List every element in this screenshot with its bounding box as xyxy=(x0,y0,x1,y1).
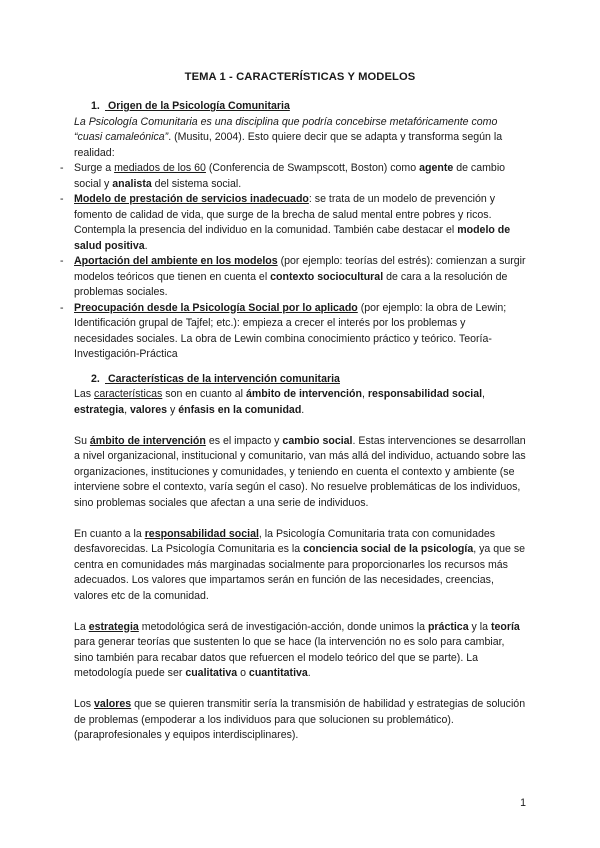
text-run: . xyxy=(144,239,148,252)
text-run: agente xyxy=(419,162,454,174)
text-run: conciencia social de la psicología xyxy=(303,543,474,555)
text-run: Modelo de prestación de servicios inadecuado xyxy=(74,193,309,205)
text-run: es el impacto y xyxy=(205,434,283,447)
text-run: . xyxy=(301,403,305,416)
section-1-number: 1. xyxy=(91,100,100,112)
text-run: valores xyxy=(94,698,132,710)
text-run: cualitativa xyxy=(185,667,238,679)
text-run: , xyxy=(482,388,485,400)
text-run: modelo de salud positiva xyxy=(74,224,511,252)
text-run: que se quieren transmitir sería la transmisión de habilidad y estrategias de solución de problemas (empoderar a los individuos para que solucionen su problemático). (paraprofesionales y equipos interdisciplinares). xyxy=(74,698,526,741)
list-item xyxy=(74,254,526,301)
document-body xyxy=(74,99,526,744)
text-run: contexto sociocultural xyxy=(270,270,384,283)
paragraph-scope xyxy=(74,434,526,512)
text-run: . xyxy=(307,667,311,679)
paragraph-responsibility xyxy=(74,527,526,605)
intro-rest: . (Musitu, 2004). Esto quiere decir que se adapta y transforma según la realidad: xyxy=(74,131,503,159)
text-run: características xyxy=(94,388,163,400)
section-2-title: Características de la intervención comunitaria xyxy=(107,372,340,385)
text-run: responsabilidad social xyxy=(144,527,259,540)
section-1-heading xyxy=(91,99,526,115)
text-run: de cara a la resolución de problemas sociales. xyxy=(74,270,508,298)
paragraph-strategy xyxy=(74,620,526,682)
section-2-heading xyxy=(91,372,526,388)
text-run: ámbito de intervención xyxy=(89,434,206,447)
text-run: énfasis en la comunidad xyxy=(178,403,302,416)
intro-quote: La Psicología Comunitaria es una disciplina que podría concebirse metafóricamente como “cuasi camaleónica” xyxy=(74,115,498,143)
text-run: de cambio social y xyxy=(74,162,506,190)
text-run: cuantitativa xyxy=(248,667,308,679)
text-run: Su xyxy=(74,434,90,447)
text-run: para generar teorías que sustenten lo que se hace (la intervención no es solo para cambiar, sino también para recabar datos que refuercen el modelo teórico del que se parte). La metodología puede ser xyxy=(74,636,505,679)
text-run: analista xyxy=(112,177,152,190)
text-run: estrategia xyxy=(88,620,139,633)
section-1-intro xyxy=(74,115,526,162)
text-run: , ya que se centra en comunidades más marginadas socialmente para proporcionarles los recursos más adecuados. Los valores que impartamos serán en función de las necesidades, creencias, valores etc de la comunidad. xyxy=(74,543,526,602)
text-run: cambio social xyxy=(282,434,353,447)
paragraph-values xyxy=(74,697,526,744)
text-run: Los xyxy=(74,698,95,710)
text-run: y xyxy=(167,403,179,416)
text-run: , la Psicología Comunitaria trata con comunidades desfavorecidas. La Psicología Comunitaria es la xyxy=(74,527,496,555)
paragraph-characteristics xyxy=(74,387,526,418)
text-run: (por ejemplo: teorías del estrés): comienzan a surgir modelos teóricos que tienen en cuenta el xyxy=(74,255,526,283)
text-run: . Estas intervenciones se desarrollan a nivel organizacional, institucional y comunitario, van más allá del individuo, actuando sobre las organizaciones, instituciones y comunidades, y teniendo en cuenta el contexto y ambiente (se interviene sobre el contexto, varía según el caso). No resuelve problemáticas de los individuos, sino problemas sociales que afectan a una serie de individuos. xyxy=(74,434,526,509)
text-run: Preocupación desde la Psicología Social por lo aplicado xyxy=(74,301,358,314)
text-run: Surge a xyxy=(74,162,115,174)
text-run: responsabilidad social xyxy=(367,388,483,400)
text-run: o xyxy=(237,667,249,679)
text-run: metodológica será de investigación-acción, donde unimos la xyxy=(138,620,428,633)
text-run: Las xyxy=(74,388,95,400)
section-1-title: Origen de la Psicología Comunitaria xyxy=(107,100,290,112)
text-run: valores xyxy=(129,403,168,416)
text-run: , xyxy=(361,388,368,400)
text-run: Aportación del ambiente en los modelos xyxy=(74,255,278,267)
text-run: En cuanto a la xyxy=(74,527,145,540)
page-number: 1 xyxy=(520,797,526,809)
text-run: : se trata de un modelo de prevención y fomento de calidad de vida, que surge de la brecha de salud mental entre pobres y ricos. Contempla la presencia del individuo en la comunidad. También cabe destacar el xyxy=(74,193,496,236)
text-run: mediados de los 60 xyxy=(114,162,206,174)
text-run: estrategia xyxy=(74,403,125,416)
list-item xyxy=(74,301,526,363)
text-run: , xyxy=(124,403,130,416)
text-run: (Conferencia de Swampscott, Boston) como xyxy=(205,162,420,174)
list-item xyxy=(74,161,526,192)
text-run: práctica xyxy=(427,620,469,633)
text-run: y la xyxy=(468,620,491,633)
text-run: son en cuanto al xyxy=(162,388,246,400)
text-run: La xyxy=(74,620,89,633)
text-run: ámbito de intervención xyxy=(245,388,362,400)
document-title: TEMA 1 - CARACTERÍSTICAS Y MODELOS xyxy=(184,71,416,83)
origin-list xyxy=(74,161,526,363)
text-run: (por ejemplo: la obra de Lewin; Identificación grupal de Tajfel; etc.): empieza a crecer el interés por los problemas y necesidades sociales. La obra de Lewin combina conocimiento práctico y teórico. Teoría-Investigación-Práctica xyxy=(74,301,507,360)
text-run: teoría xyxy=(490,620,520,633)
text-run: del sistema social. xyxy=(151,177,242,190)
list-item xyxy=(74,192,526,254)
section-2-number: 2. xyxy=(91,372,100,385)
